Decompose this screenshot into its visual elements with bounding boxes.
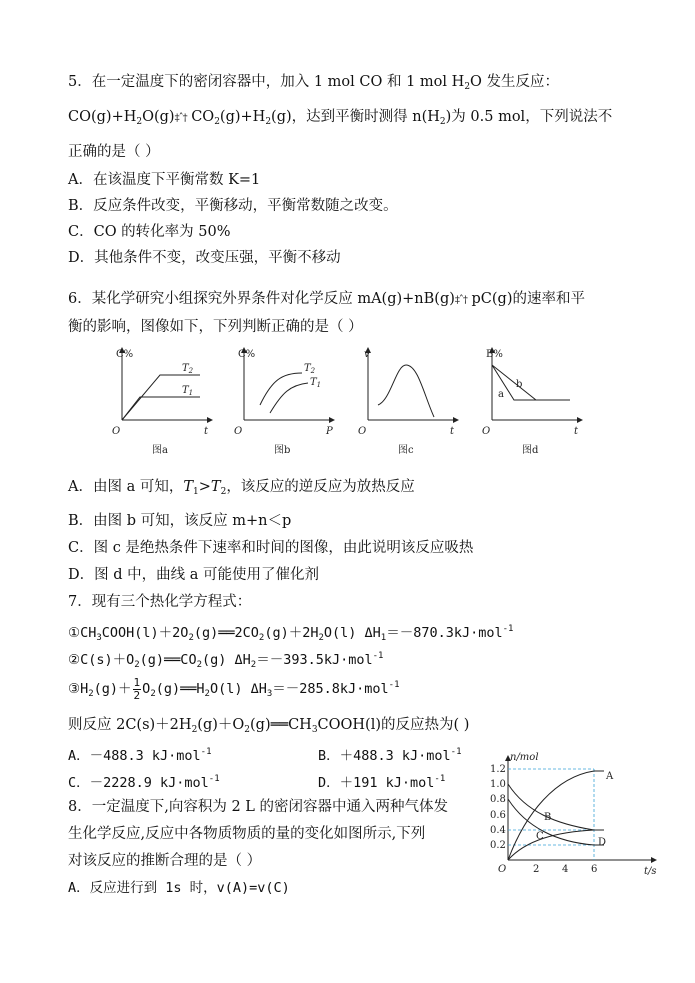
opt-text: D．＋191 kJ·mol [318, 775, 435, 791]
q6-option-d: D．图 d 中，曲线 a 可能使用了催化剂 [68, 567, 319, 583]
sub: 2 [188, 633, 194, 643]
q8-option-a: A．反应进行到 1s 时，v(A)=v(C) [68, 880, 290, 896]
opt-text: ，该反应的逆反应为放热反应 [226, 479, 415, 495]
graph-caption: 图c [398, 445, 414, 456]
sub: 2 [265, 117, 272, 127]
sub: 2 [439, 117, 446, 127]
q7-question [68, 716, 469, 739]
q6-stem-line1 [68, 290, 585, 310]
q5-stem-text: 5．在一定温度下的密闭容器中，加入 1 mol CO 和 1 mol H [68, 74, 465, 90]
origin-label: O [112, 426, 121, 437]
curve-B [508, 784, 604, 830]
curve-t2 [260, 373, 302, 405]
curve-label-t2: $T_2$ [304, 363, 316, 375]
ytick: 1.0 [490, 779, 506, 790]
q6-stem-tail: pC(g)的速率和平 [466, 291, 585, 307]
eq-part: ③H [68, 681, 89, 697]
curve-label-C: C [536, 831, 544, 842]
sub: 2 [258, 633, 265, 643]
curve-t1 [270, 383, 308, 413]
curve-label-A: A [606, 771, 614, 782]
eq-part: (g)══H [155, 681, 205, 697]
fraction-one-half [133, 677, 142, 702]
q5-option-d: D．其他条件不变，改变压强，平衡不移动 [68, 250, 341, 266]
eq-part: O(g) [142, 109, 175, 125]
graph-c-svg [356, 345, 466, 460]
q6-stem-line2: 衡的影响，图像如下，下列判断正确的是（ ） [68, 319, 363, 335]
eq-part: ＝－870.3kJ·mol [386, 625, 503, 641]
q5-equation [68, 108, 612, 131]
eq-part: (g)＋2H [264, 625, 319, 641]
x-label: t/s [644, 866, 657, 877]
origin-label: O [358, 426, 367, 437]
sub: 3 [311, 725, 318, 735]
graph-caption: 图a [152, 445, 168, 456]
sub: 2 [88, 689, 94, 699]
q8-stem-line1: 8．一定温度下,向容积为 2 L 的密闭容器中通入两种气体发 [68, 799, 449, 815]
opt-text: A．－488.3 kJ·mol [68, 748, 201, 764]
eq-part: ①CH [68, 625, 97, 641]
xtick: 2 [533, 864, 540, 875]
sup: -1 [502, 624, 514, 634]
ask-part: 则反应 2C(s)＋2H [68, 717, 192, 733]
t-symbol: T [210, 479, 221, 495]
x-label: t [204, 426, 209, 437]
graph-d [480, 345, 590, 464]
rate-curve [378, 365, 434, 417]
curve-label-t1: $T_1$ [310, 377, 322, 389]
q5-option-b: B．反应条件改变，平衡移动，平衡常数随之改变。 [68, 198, 398, 214]
sup: -1 [208, 774, 220, 784]
sub: 2 [318, 633, 324, 643]
curve-label-t2: $T_2$ [182, 363, 194, 375]
origin-label: O [482, 426, 491, 437]
eq-part: O(l) ΔH [323, 625, 381, 641]
q7-option-d [318, 770, 445, 792]
q8-graph-svg [486, 752, 666, 882]
eq-part: ②C(s)＋O [68, 652, 135, 668]
opt-text: A．由图 a 可知， [68, 479, 184, 495]
q5-stem-tail: O 发生反应： [470, 74, 560, 90]
y-label: B% [486, 349, 503, 360]
q5-stem-line1 [68, 73, 559, 96]
graph-a-svg [110, 345, 220, 460]
graph-d-svg [480, 345, 590, 460]
origin-label: O [498, 864, 507, 875]
q7-option-b [318, 743, 462, 765]
ytick: 0.6 [490, 810, 506, 821]
eq-part: )为 0.5 mol，下列说法不 [445, 109, 613, 125]
q6-stem-text: 6．某化学研究小组探究外界条件对化学反应 mA(g)+nB(g) [68, 291, 455, 307]
eq-part: (g)══CO [139, 652, 197, 668]
t-symbol: T [183, 479, 194, 495]
numerator: 1 [133, 675, 141, 689]
x-label: P [326, 426, 333, 437]
eq-part: O(l) ΔH [209, 681, 267, 697]
x-label: t [450, 426, 455, 437]
sub: 3 [266, 689, 273, 699]
eq-part: CO [186, 109, 215, 125]
q7-option-a [68, 743, 212, 765]
sup: -1 [200, 747, 212, 757]
eq-part: (g)＋ [93, 681, 132, 697]
graph-b [232, 345, 342, 464]
curve-D [508, 799, 604, 845]
sub: 2 [220, 487, 227, 497]
q7-equation-3 [68, 676, 400, 703]
xtick: 4 [562, 864, 569, 875]
q8-stem-line2: 生化学反应,反应中各物质物质的量的变化如图所示,下列 [68, 826, 426, 842]
sub: 3 [96, 633, 102, 643]
q7-equation-1 [68, 620, 513, 647]
opt-text: C．－2228.9 kJ·mol [68, 775, 209, 791]
curve-label-b: b [516, 379, 523, 390]
sub: 2 [196, 660, 202, 670]
eq-part: (g)，达到平衡时测得 n(H [271, 109, 440, 125]
sup: -1 [450, 747, 462, 757]
q8-graph [486, 752, 666, 886]
q7-equation-2 [68, 647, 383, 674]
eq-part: O [142, 681, 151, 697]
q7-option-c [68, 770, 220, 792]
y-label: v [364, 349, 370, 360]
ytick: 0.8 [490, 794, 506, 805]
curve-t1 [122, 397, 200, 420]
q5-option-c: C．CO 的转化率为 50% [68, 224, 231, 240]
curve-label-B: B [544, 812, 552, 823]
eq-part: (g) ΔH [202, 652, 251, 668]
ask-part: (g)＋O [197, 717, 245, 733]
q6-option-a [68, 478, 415, 501]
ask-part: COOH(l)的反应热为( ) [317, 717, 470, 733]
sub: 2 [150, 689, 156, 699]
eq-part: COOH(l)＋2O [101, 625, 189, 641]
y-label: C% [238, 349, 256, 360]
ytick: 1.2 [490, 764, 506, 775]
y-label: C% [116, 349, 134, 360]
ytick: 0.4 [490, 825, 506, 836]
sup: -1 [434, 774, 446, 784]
sub: 2 [204, 689, 210, 699]
q7-stem: 7．现有三个热化学方程式： [68, 594, 252, 610]
q5-stem-line3: 正确的是（ ） [68, 144, 160, 160]
equilibrium-arrow-icon: ‡ˆ† [174, 113, 187, 124]
x-label: t [574, 426, 579, 437]
eq-part: CO(g)+H [68, 109, 137, 125]
curve-label-t1: $T_1$ [182, 385, 194, 397]
graph-b-svg [232, 345, 342, 460]
sub: 2 [136, 117, 143, 127]
eq-part: (g)+H [219, 109, 266, 125]
sub: 2 [244, 725, 251, 735]
curve-A [508, 771, 607, 860]
eq-part: ＝－285.8kJ·mol [272, 681, 389, 697]
sup: -1 [388, 680, 400, 690]
graph-c [356, 345, 466, 464]
sub: 1 [380, 633, 387, 643]
y-label: n/mol [510, 752, 539, 763]
q5-option-a: A．在该温度下平衡常数 K=1 [68, 172, 261, 188]
q6-option-b: B．由图 b 可知，该反应 m+n＜p [68, 513, 292, 529]
ask-part: (g)══CH [250, 717, 312, 733]
graph-a [110, 345, 220, 464]
sub: 2 [250, 660, 257, 670]
sub: 2 [214, 117, 220, 127]
sup: -1 [372, 651, 384, 661]
sub: 1 [193, 487, 199, 497]
sub: 2 [191, 725, 198, 735]
xtick: 6 [591, 864, 598, 875]
sub: 2 [464, 82, 471, 92]
eq-part: ＝－393.5kJ·mol [256, 652, 373, 668]
ytick: 0.2 [490, 840, 506, 851]
graph-caption: 图b [274, 445, 291, 456]
graph-caption: 图d [522, 445, 539, 456]
q6-option-c: C．图 c 是绝热条件下速率和时间的图像，由此说明该反应吸热 [68, 540, 474, 556]
curve-label-D: D [598, 837, 607, 848]
denominator: 2 [133, 688, 141, 702]
opt-text: B．＋488.3 kJ·mol [318, 748, 451, 764]
curve-label-a: a [498, 389, 504, 400]
q8-stem-line3: 对该反应的推断合理的是（ ） [68, 853, 262, 869]
equilibrium-arrow-icon: ‡ˆ† [454, 295, 467, 306]
gt-symbol: > [198, 479, 211, 495]
eq-part: (g)══2CO [193, 625, 259, 641]
sub: 2 [134, 660, 140, 670]
origin-label: O [234, 426, 243, 437]
